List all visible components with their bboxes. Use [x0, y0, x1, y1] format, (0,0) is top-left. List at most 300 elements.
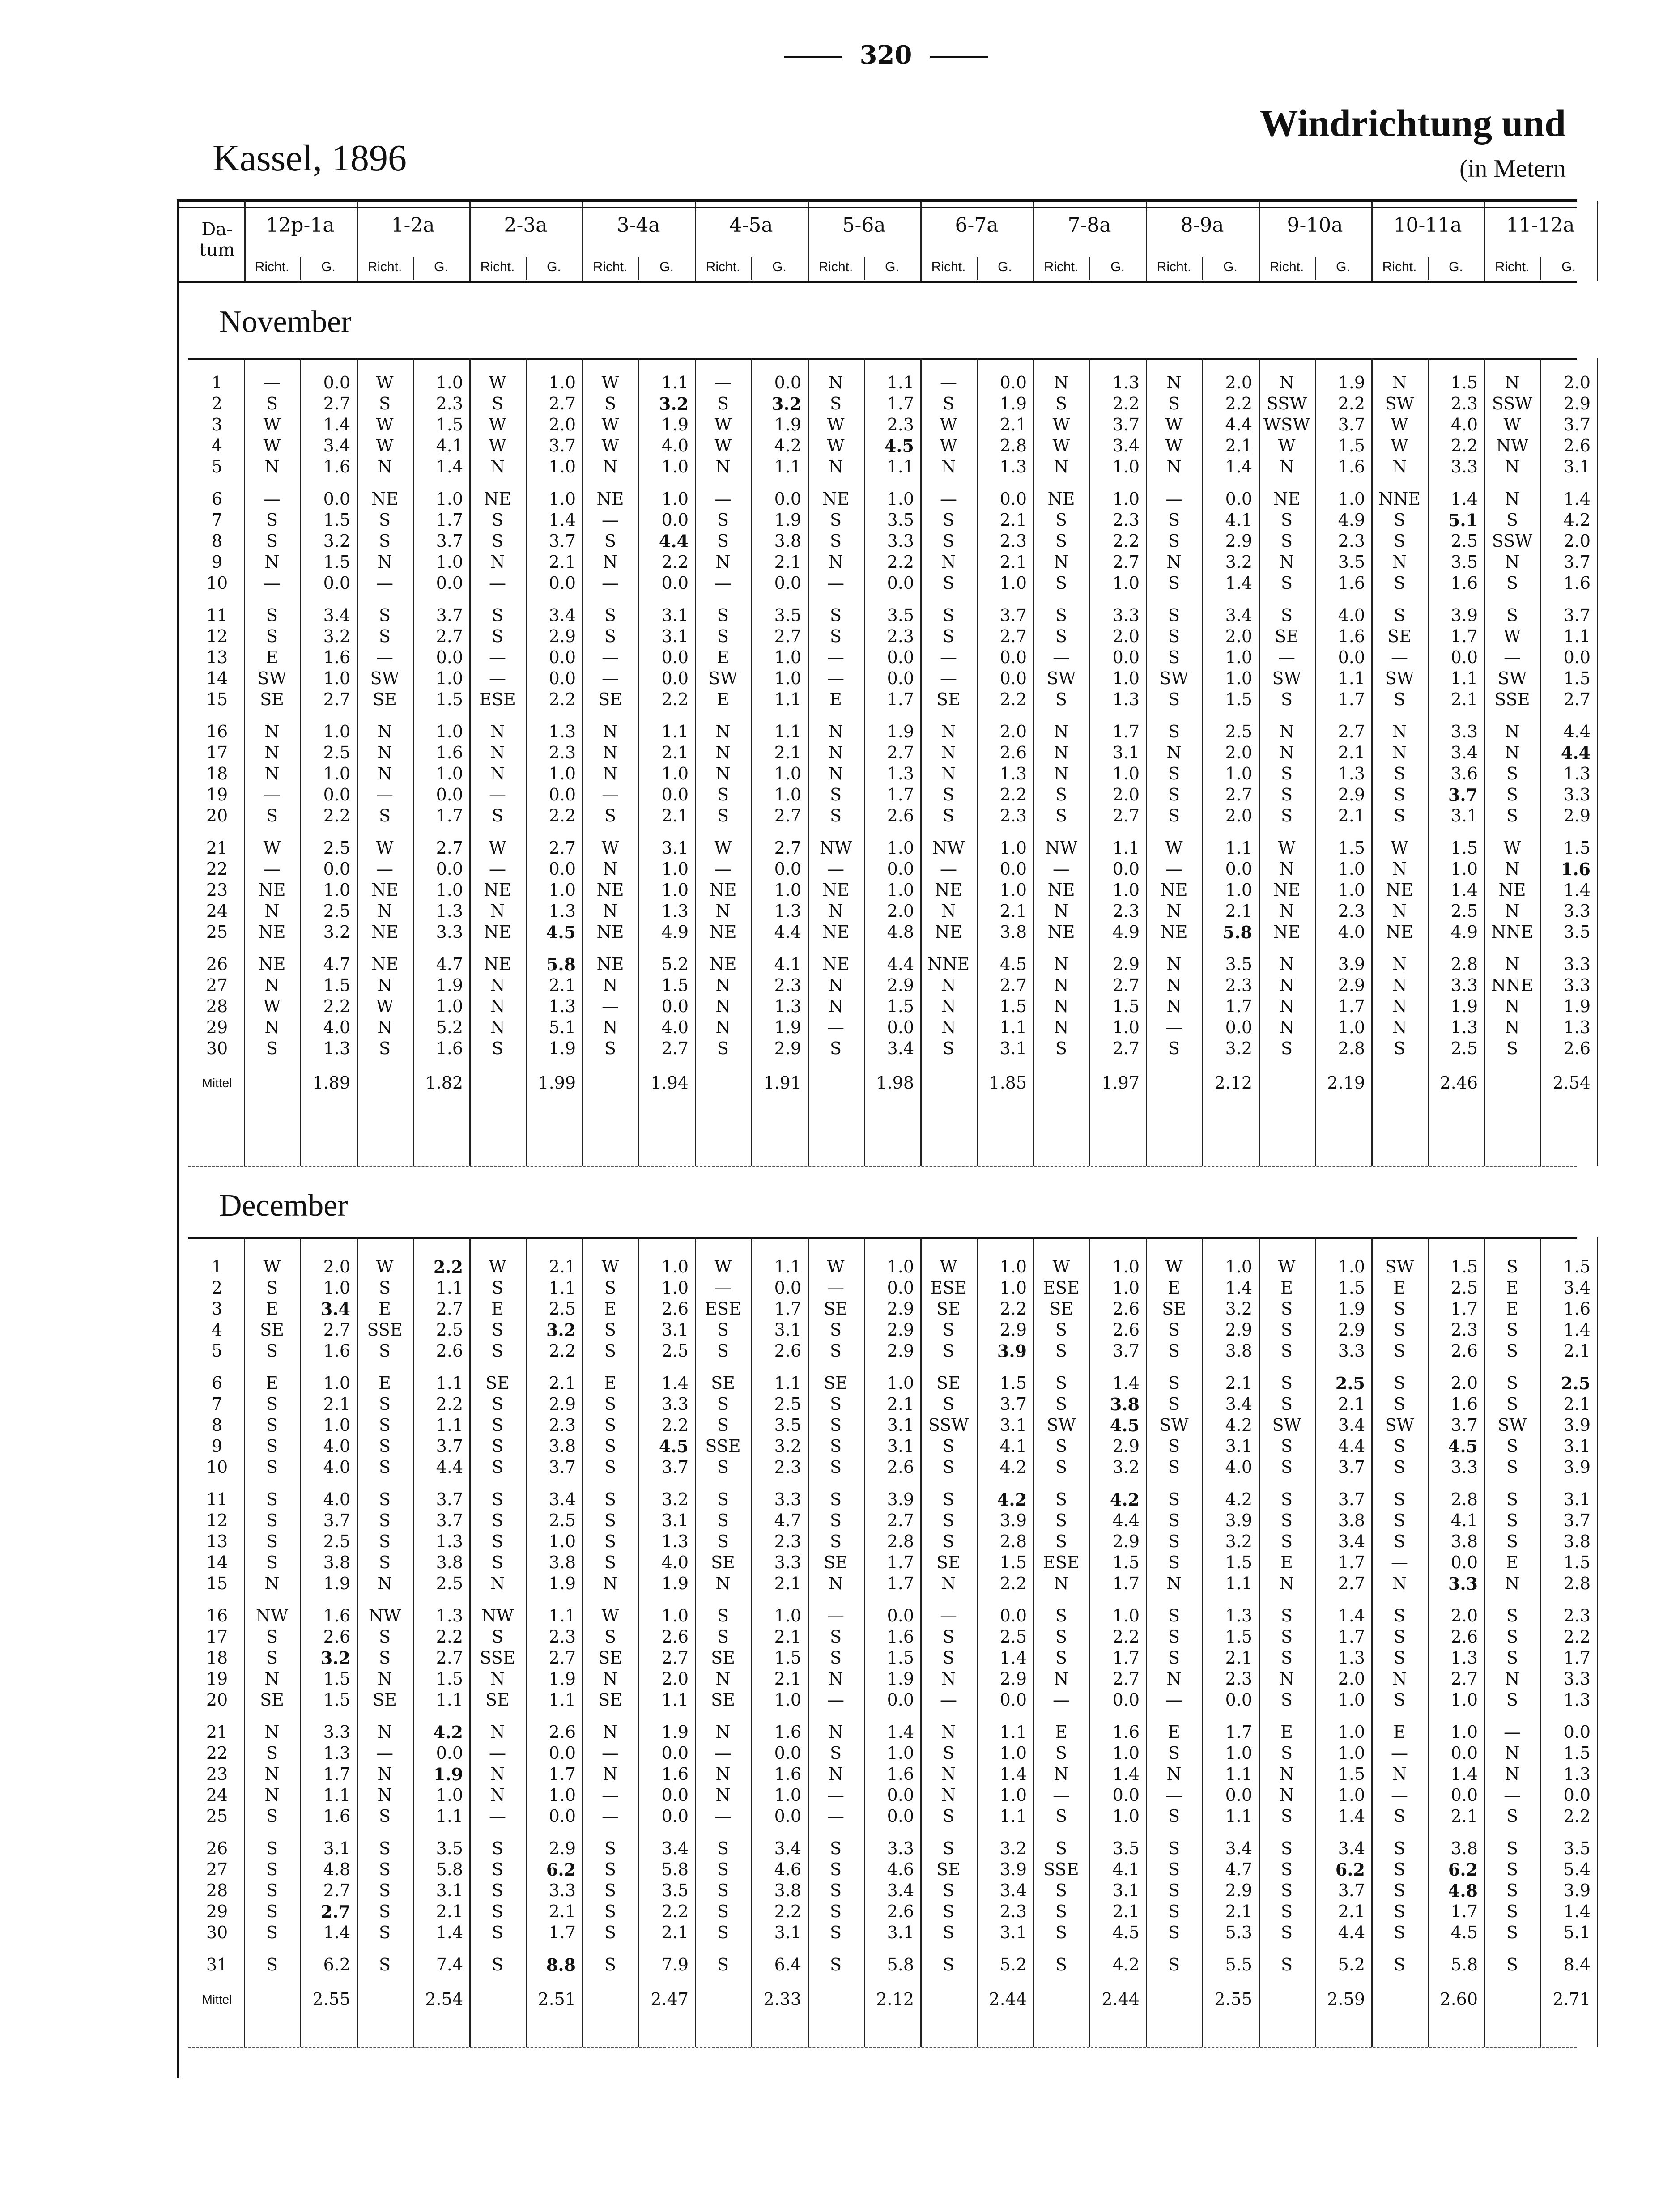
mittel-spacer — [1146, 1975, 1202, 2010]
speed-cell: 1.1 — [1225, 838, 1252, 858]
speed-cell: 1.6 — [1338, 573, 1365, 593]
page-number — [761, 40, 1011, 70]
mittel-spacer — [357, 1059, 413, 1094]
speed-cell: 2.6 — [774, 1341, 801, 1361]
direction-cell: N — [603, 975, 618, 995]
direction-cell: SE — [936, 1553, 961, 1572]
direction-cell: S — [1280, 1881, 1293, 1900]
direction-cell: SSW — [1492, 531, 1533, 551]
speed-cell: 3.3 — [549, 1881, 576, 1900]
direction-cell: NE — [1273, 922, 1301, 942]
direction-cell: S — [1168, 1394, 1180, 1414]
speed-cell: 1.9 — [887, 722, 914, 741]
speed-cell: 3.3 — [1563, 785, 1591, 804]
speed-cell: 3.1 — [661, 838, 689, 858]
speed-cell: 1.7 — [774, 1299, 801, 1319]
direction-cell: W — [601, 1257, 619, 1277]
column-rule — [1089, 358, 1090, 1166]
speed-cell: 1.0 — [436, 552, 463, 572]
speed-cell: 2.0 — [1563, 373, 1591, 392]
direction-cell: S — [491, 626, 504, 646]
column-rule — [751, 1237, 752, 2047]
speed-cell: 1.6 — [887, 1627, 914, 1647]
direction-cell: NE — [1273, 489, 1301, 509]
direction-cell: — — [489, 859, 506, 879]
direction-cell: S — [491, 1436, 504, 1456]
speed-cell: 1.9 — [1338, 373, 1365, 392]
direction-cell: N — [603, 1669, 618, 1689]
day-cell: 16 — [206, 722, 228, 741]
direction-cell: S — [1055, 626, 1068, 646]
speed-cell: 3.1 — [1112, 743, 1140, 762]
speed-cell: 2.3 — [436, 394, 463, 413]
direction-cell: S — [717, 1320, 729, 1340]
direction-cell: S — [1506, 1257, 1518, 1277]
column-rule — [751, 257, 752, 280]
direction-cell: S — [266, 1648, 278, 1668]
speed-cell: 2.1 — [549, 552, 576, 572]
direction-cell: SW — [1497, 1415, 1527, 1435]
direction-cell: S — [1506, 1532, 1518, 1551]
direction-cell: NE — [371, 922, 399, 942]
speed-cell: 1.4 — [1450, 880, 1478, 900]
direction-cell: NE — [822, 954, 850, 974]
direction-cell: — — [1391, 647, 1408, 667]
direction-cell: S — [266, 605, 278, 625]
speed-cell: 0.0 — [1112, 859, 1140, 879]
speed-cell: 1.1 — [436, 1373, 463, 1393]
speed-cell: 1.3 — [1112, 373, 1140, 392]
direction-cell: N — [490, 743, 505, 762]
speed-cell: 2.8 — [999, 1532, 1027, 1551]
speed-cell: 3.3 — [1112, 605, 1140, 625]
direction-cell: NE — [1386, 880, 1413, 900]
direction-cell: S — [1393, 1806, 1406, 1826]
direction-cell: S — [491, 1457, 504, 1477]
speed-cell: 1.0 — [1338, 1017, 1365, 1037]
mittel-spacer — [357, 1975, 413, 2010]
speed-cell: 3.5 — [1112, 1838, 1140, 1858]
day-cell: 9 — [211, 552, 223, 572]
speed-cell: 1.4 — [1338, 1806, 1365, 1826]
speed-cell: 4.1 — [436, 436, 463, 455]
direction-cell: SW — [257, 668, 287, 688]
speed-cell: 3.1 — [774, 1923, 801, 1942]
speed-cell: 0.0 — [1338, 647, 1365, 667]
speed-cell: 3.3 — [1450, 1457, 1478, 1477]
direction-cell: W — [601, 373, 619, 392]
table-row — [190, 1594, 1597, 1626]
direction-cell: S — [829, 806, 842, 826]
speed-cell: 3.8 — [549, 1553, 576, 1572]
direction-cell: W — [376, 996, 394, 1016]
direction-cell: N — [377, 1722, 392, 1742]
speed-cell: 2.9 — [549, 626, 576, 646]
direction-cell: W — [1165, 436, 1183, 455]
direction-cell: ESE — [1043, 1278, 1080, 1298]
speed-cell: 2.5 — [436, 1320, 463, 1340]
direction-cell: N — [1166, 954, 1182, 974]
speed-cell: 3.7 — [1563, 552, 1591, 572]
direction-cell: S — [1393, 1881, 1406, 1900]
direction-cell: NE — [822, 880, 850, 900]
speed-cell: 4.4 — [774, 922, 801, 942]
speed-cell: 2.9 — [887, 1320, 914, 1340]
speed-cell: 1.0 — [887, 1743, 914, 1763]
g-subheader: G. — [1223, 260, 1238, 274]
speed-cell: 3.4 — [1563, 1278, 1591, 1298]
speed-cell: 2.2 — [1112, 1627, 1140, 1647]
direction-cell: W — [601, 838, 619, 858]
direction-cell: SE — [824, 1299, 848, 1319]
speed-cell: 1.5 — [887, 996, 914, 1016]
speed-cell: 1.0 — [1112, 1257, 1140, 1277]
mittel-spacer — [695, 1975, 751, 2010]
direction-cell: N — [490, 1785, 505, 1805]
direction-cell: S — [717, 1038, 729, 1058]
speed-cell: 3.1 — [887, 1415, 914, 1435]
speed-cell: 4.4 — [436, 1457, 463, 1477]
speed-cell: 1.7 — [1338, 1553, 1365, 1572]
speed-cell: 0.0 — [661, 996, 689, 1016]
direction-cell: S — [829, 1320, 842, 1340]
speed-cell: 1.6 — [661, 1764, 689, 1784]
speed-cell: 3.7 — [1563, 1511, 1591, 1530]
speed-cell: 1.3 — [549, 901, 576, 921]
speed-cell: 2.2 — [1338, 394, 1365, 413]
speed-cell: 1.4 — [1338, 1606, 1365, 1626]
speed-cell: 1.0 — [774, 668, 801, 688]
speed-cell: 1.7 — [1225, 996, 1252, 1016]
speed-cell: 0.0 — [1563, 647, 1591, 667]
speed-cell: 2.1 — [774, 1627, 801, 1647]
speed-cell: 3.3 — [323, 1722, 350, 1742]
direction-cell: S — [379, 626, 391, 646]
speed-cell: 0.0 — [323, 859, 350, 879]
direction-cell: — — [827, 859, 844, 879]
direction-cell: S — [942, 1881, 955, 1900]
speed-cell: 4.9 — [1338, 510, 1365, 530]
speed-cell: 1.0 — [436, 489, 463, 509]
speed-cell: 0.0 — [549, 1806, 576, 1826]
direction-cell: S — [1168, 1320, 1180, 1340]
speed-cell: 4.5 — [659, 1436, 689, 1456]
speed-cell: 2.5 — [323, 901, 350, 921]
speed-cell: 3.1 — [1563, 457, 1591, 477]
speed-cell: 0.0 — [436, 647, 463, 667]
speed-cell: 0.0 — [323, 489, 350, 509]
richt-subheader: Richt. — [706, 260, 740, 274]
day-cell: 13 — [206, 647, 228, 667]
column-rule — [1315, 358, 1316, 1166]
speed-cell: 1.3 — [774, 996, 801, 1016]
direction-cell: N — [490, 722, 505, 741]
direction-cell: S — [266, 1838, 278, 1858]
speed-cell: 4.7 — [436, 954, 463, 974]
speed-cell: 3.3 — [887, 531, 914, 551]
direction-cell: S — [1280, 1511, 1293, 1530]
direction-cell: S — [1393, 785, 1406, 804]
speed-cell: 5.8 — [546, 954, 576, 974]
speed-cell: 3.1 — [999, 1038, 1027, 1058]
direction-cell: E — [266, 1373, 278, 1393]
speed-cell: 4.5 — [999, 954, 1027, 974]
direction-cell: S — [491, 1955, 504, 1974]
direction-cell: S — [942, 1648, 955, 1668]
direction-cell: W — [601, 415, 619, 434]
speed-cell: 3.4 — [323, 436, 350, 455]
direction-cell: N — [941, 1017, 956, 1037]
speed-cell: 1.5 — [323, 975, 350, 995]
speed-cell: 2.9 — [1112, 1532, 1140, 1551]
speed-cell: 4.0 — [323, 1457, 350, 1477]
table-row — [190, 996, 1597, 1017]
g-subheader: G. — [885, 260, 899, 274]
speed-cell: 1.1 — [999, 1017, 1027, 1037]
direction-cell: S — [266, 1743, 278, 1763]
direction-cell: W — [1165, 1257, 1183, 1277]
speed-cell: 3.3 — [1450, 975, 1478, 995]
direction-cell: S — [1280, 1489, 1293, 1509]
g-subheader: G. — [434, 260, 448, 274]
speed-cell: 2.2 — [1112, 394, 1140, 413]
speed-cell: 1.0 — [1225, 880, 1252, 900]
speed-cell: 2.2 — [774, 1902, 801, 1921]
direction-cell: S — [1168, 1806, 1180, 1826]
direction-cell: S — [1168, 1606, 1180, 1626]
speed-cell: 2.7 — [887, 1511, 914, 1530]
speed-cell: 3.9 — [1563, 1457, 1591, 1477]
direction-cell: N — [1166, 901, 1182, 921]
direction-cell: — — [1165, 1785, 1182, 1805]
direction-cell: S — [1393, 1627, 1406, 1647]
speed-cell: 2.3 — [549, 743, 576, 762]
direction-cell: — — [1504, 1722, 1521, 1742]
direction-cell: S — [1055, 1373, 1068, 1393]
speed-cell: 4.9 — [1112, 922, 1140, 942]
column-rule — [300, 1237, 301, 2047]
direction-cell: N — [828, 552, 843, 572]
speed-cell: 3.7 — [1112, 415, 1140, 434]
speed-cell: 1.6 — [1338, 626, 1365, 646]
direction-cell: S — [942, 1532, 955, 1551]
direction-cell: N — [1505, 1574, 1520, 1593]
direction-cell: NW — [368, 1606, 401, 1626]
speed-cell: 1.0 — [1338, 1257, 1365, 1277]
direction-cell: S — [829, 785, 842, 804]
direction-cell: W — [376, 838, 394, 858]
speed-cell: 3.7 — [436, 1436, 463, 1456]
direction-cell: S — [1506, 1373, 1518, 1393]
direction-cell: S — [266, 1806, 278, 1826]
speed-cell: 2.1 — [1225, 1648, 1252, 1668]
direction-cell: S — [1280, 1743, 1293, 1763]
speed-cell: 2.5 — [999, 1627, 1027, 1647]
speed-cell: 2.9 — [549, 1394, 576, 1414]
speed-cell: 0.0 — [999, 647, 1027, 667]
speed-cell: 1.5 — [1563, 838, 1591, 858]
direction-cell: S — [604, 626, 617, 646]
direction-cell: S — [1055, 1394, 1068, 1414]
column-rule — [582, 358, 583, 1166]
table-row — [190, 372, 1597, 393]
speed-cell: 0.0 — [549, 859, 576, 879]
speed-cell: 4.5 — [1448, 1436, 1478, 1456]
day-cell: 27 — [206, 975, 228, 995]
table-row — [190, 1478, 1597, 1510]
table-row — [190, 1457, 1597, 1478]
speed-cell: 1.5 — [1112, 1553, 1140, 1572]
speed-cell: 2.2 — [999, 689, 1027, 709]
speed-cell: 1.3 — [661, 901, 689, 921]
direction-cell: S — [942, 1038, 955, 1058]
direction-cell: N — [1279, 901, 1294, 921]
speed-cell: 2.7 — [1563, 689, 1591, 709]
direction-cell: S — [266, 1860, 278, 1879]
speed-cell: 1.0 — [323, 1278, 350, 1298]
speed-cell: 0.0 — [549, 573, 576, 593]
table-subtitle: (in Metern — [1459, 155, 1566, 183]
speed-cell: 1.5 — [1563, 668, 1591, 688]
speed-cell: 1.3 — [549, 722, 576, 741]
speed-cell: 0.0 — [1225, 1017, 1252, 1037]
speed-cell: 3.1 — [887, 1923, 914, 1942]
direction-cell: S — [1280, 1532, 1293, 1551]
speed-cell: 1.1 — [1563, 626, 1591, 646]
speed-cell: 1.1 — [661, 373, 689, 392]
november-table — [190, 372, 1597, 1094]
direction-cell: — — [1278, 647, 1295, 667]
table-row — [190, 1711, 1597, 1743]
direction-cell: N — [1054, 457, 1069, 477]
day-cell: 28 — [206, 996, 228, 1016]
direction-cell: S — [379, 1955, 391, 1974]
table-row — [190, 531, 1597, 552]
speed-cell: 1.5 — [1563, 1553, 1591, 1572]
speed-cell: 1.6 — [436, 743, 463, 762]
speed-cell: 1.0 — [774, 1785, 801, 1805]
speed-cell: 2.9 — [999, 1669, 1027, 1689]
direction-cell: NNE — [1491, 922, 1534, 942]
direction-cell: N — [1505, 722, 1520, 741]
direction-cell: — — [1165, 859, 1182, 879]
speed-cell: 0.0 — [323, 373, 350, 392]
direction-cell: S — [1506, 1806, 1518, 1826]
direction-cell: S — [1168, 1860, 1180, 1879]
direction-cell: S — [266, 510, 278, 530]
direction-cell: N — [603, 901, 618, 921]
column-rule — [413, 257, 414, 280]
direction-cell: NW — [255, 1606, 289, 1626]
speed-cell: 2.6 — [887, 806, 914, 826]
speed-cell: 2.1 — [774, 743, 801, 762]
direction-cell: S — [379, 806, 391, 826]
direction-cell: NE — [258, 880, 286, 900]
direction-cell: N — [603, 764, 618, 783]
speed-cell: 1.0 — [549, 489, 576, 509]
direction-cell: — — [827, 1785, 844, 1805]
speed-cell: 1.1 — [1112, 838, 1140, 858]
speed-cell: 2.3 — [774, 1532, 801, 1551]
direction-cell: N — [603, 552, 618, 572]
speed-cell: 3.2 — [771, 394, 801, 414]
speed-cell: 2.6 — [436, 1341, 463, 1361]
direction-cell: S — [1393, 1457, 1406, 1477]
speed-cell: 4.4 — [1112, 1511, 1140, 1530]
direction-cell: SE — [936, 1373, 961, 1393]
speed-cell: 1.3 — [1225, 1606, 1252, 1626]
direction-cell: S — [717, 394, 729, 413]
speed-cell: 2.7 — [774, 626, 801, 646]
direction-cell: N — [1166, 1764, 1182, 1784]
day-cell: 24 — [206, 901, 228, 921]
direction-cell: N — [828, 1764, 843, 1784]
speed-cell: 2.0 — [1112, 626, 1140, 646]
direction-cell: S — [1168, 1341, 1180, 1361]
direction-cell: N — [941, 901, 956, 921]
speed-cell: 4.0 — [661, 1017, 689, 1037]
direction-cell: — — [489, 668, 506, 688]
richt-subheader: Richt. — [480, 260, 515, 274]
speed-cell: 2.7 — [999, 975, 1027, 995]
speed-cell: 1.1 — [1225, 1806, 1252, 1826]
direction-cell: S — [829, 1341, 842, 1361]
direction-cell: N — [377, 764, 392, 783]
speed-cell: 1.0 — [549, 764, 576, 783]
direction-cell: S — [1168, 806, 1180, 826]
direction-cell: S — [829, 1038, 842, 1058]
speed-cell: 0.0 — [887, 1806, 914, 1826]
speed-cell: 0.0 — [1563, 1785, 1591, 1805]
direction-cell: N — [1054, 1669, 1069, 1689]
speed-cell: 1.0 — [323, 722, 350, 741]
speed-cell: 1.0 — [1225, 647, 1252, 667]
direction-cell: N — [1505, 373, 1520, 392]
speed-cell: 3.4 — [1338, 1838, 1365, 1858]
direction-cell: S — [1280, 1648, 1293, 1668]
speed-cell: 6.2 — [323, 1955, 350, 1974]
direction-cell: S — [1055, 1838, 1068, 1858]
speed-cell: 2.7 — [1112, 806, 1140, 826]
speed-cell: 1.6 — [774, 1722, 801, 1742]
column-rule — [1597, 201, 1598, 281]
direction-cell: S — [604, 1320, 617, 1340]
direction-cell: S — [1168, 647, 1180, 667]
direction-cell: S — [604, 1627, 617, 1647]
speed-cell: 3.2 — [1225, 1532, 1252, 1551]
speed-cell: 2.6 — [1450, 1627, 1478, 1647]
direction-cell: N — [490, 1017, 505, 1037]
direction-cell: N — [490, 457, 505, 477]
direction-cell: S — [942, 1341, 955, 1361]
direction-cell: N — [603, 722, 618, 741]
direction-cell: E — [1055, 1722, 1068, 1742]
direction-cell: — — [1053, 647, 1070, 667]
direction-cell: S — [942, 1394, 955, 1414]
direction-cell: N — [1392, 954, 1407, 974]
speed-cell: 2.3 — [999, 806, 1027, 826]
speed-cell: 3.9 — [997, 1341, 1027, 1361]
direction-cell: S — [717, 1923, 729, 1942]
table-row — [190, 1298, 1597, 1319]
direction-cell: S — [717, 1955, 729, 1974]
direction-cell: S — [1393, 1320, 1406, 1340]
direction-cell: — — [940, 859, 957, 879]
speed-cell: 2.1 — [661, 743, 689, 762]
speed-cell: 1.1 — [774, 1373, 801, 1393]
direction-cell: N — [1279, 743, 1294, 762]
speed-cell: 1.0 — [1338, 489, 1365, 509]
